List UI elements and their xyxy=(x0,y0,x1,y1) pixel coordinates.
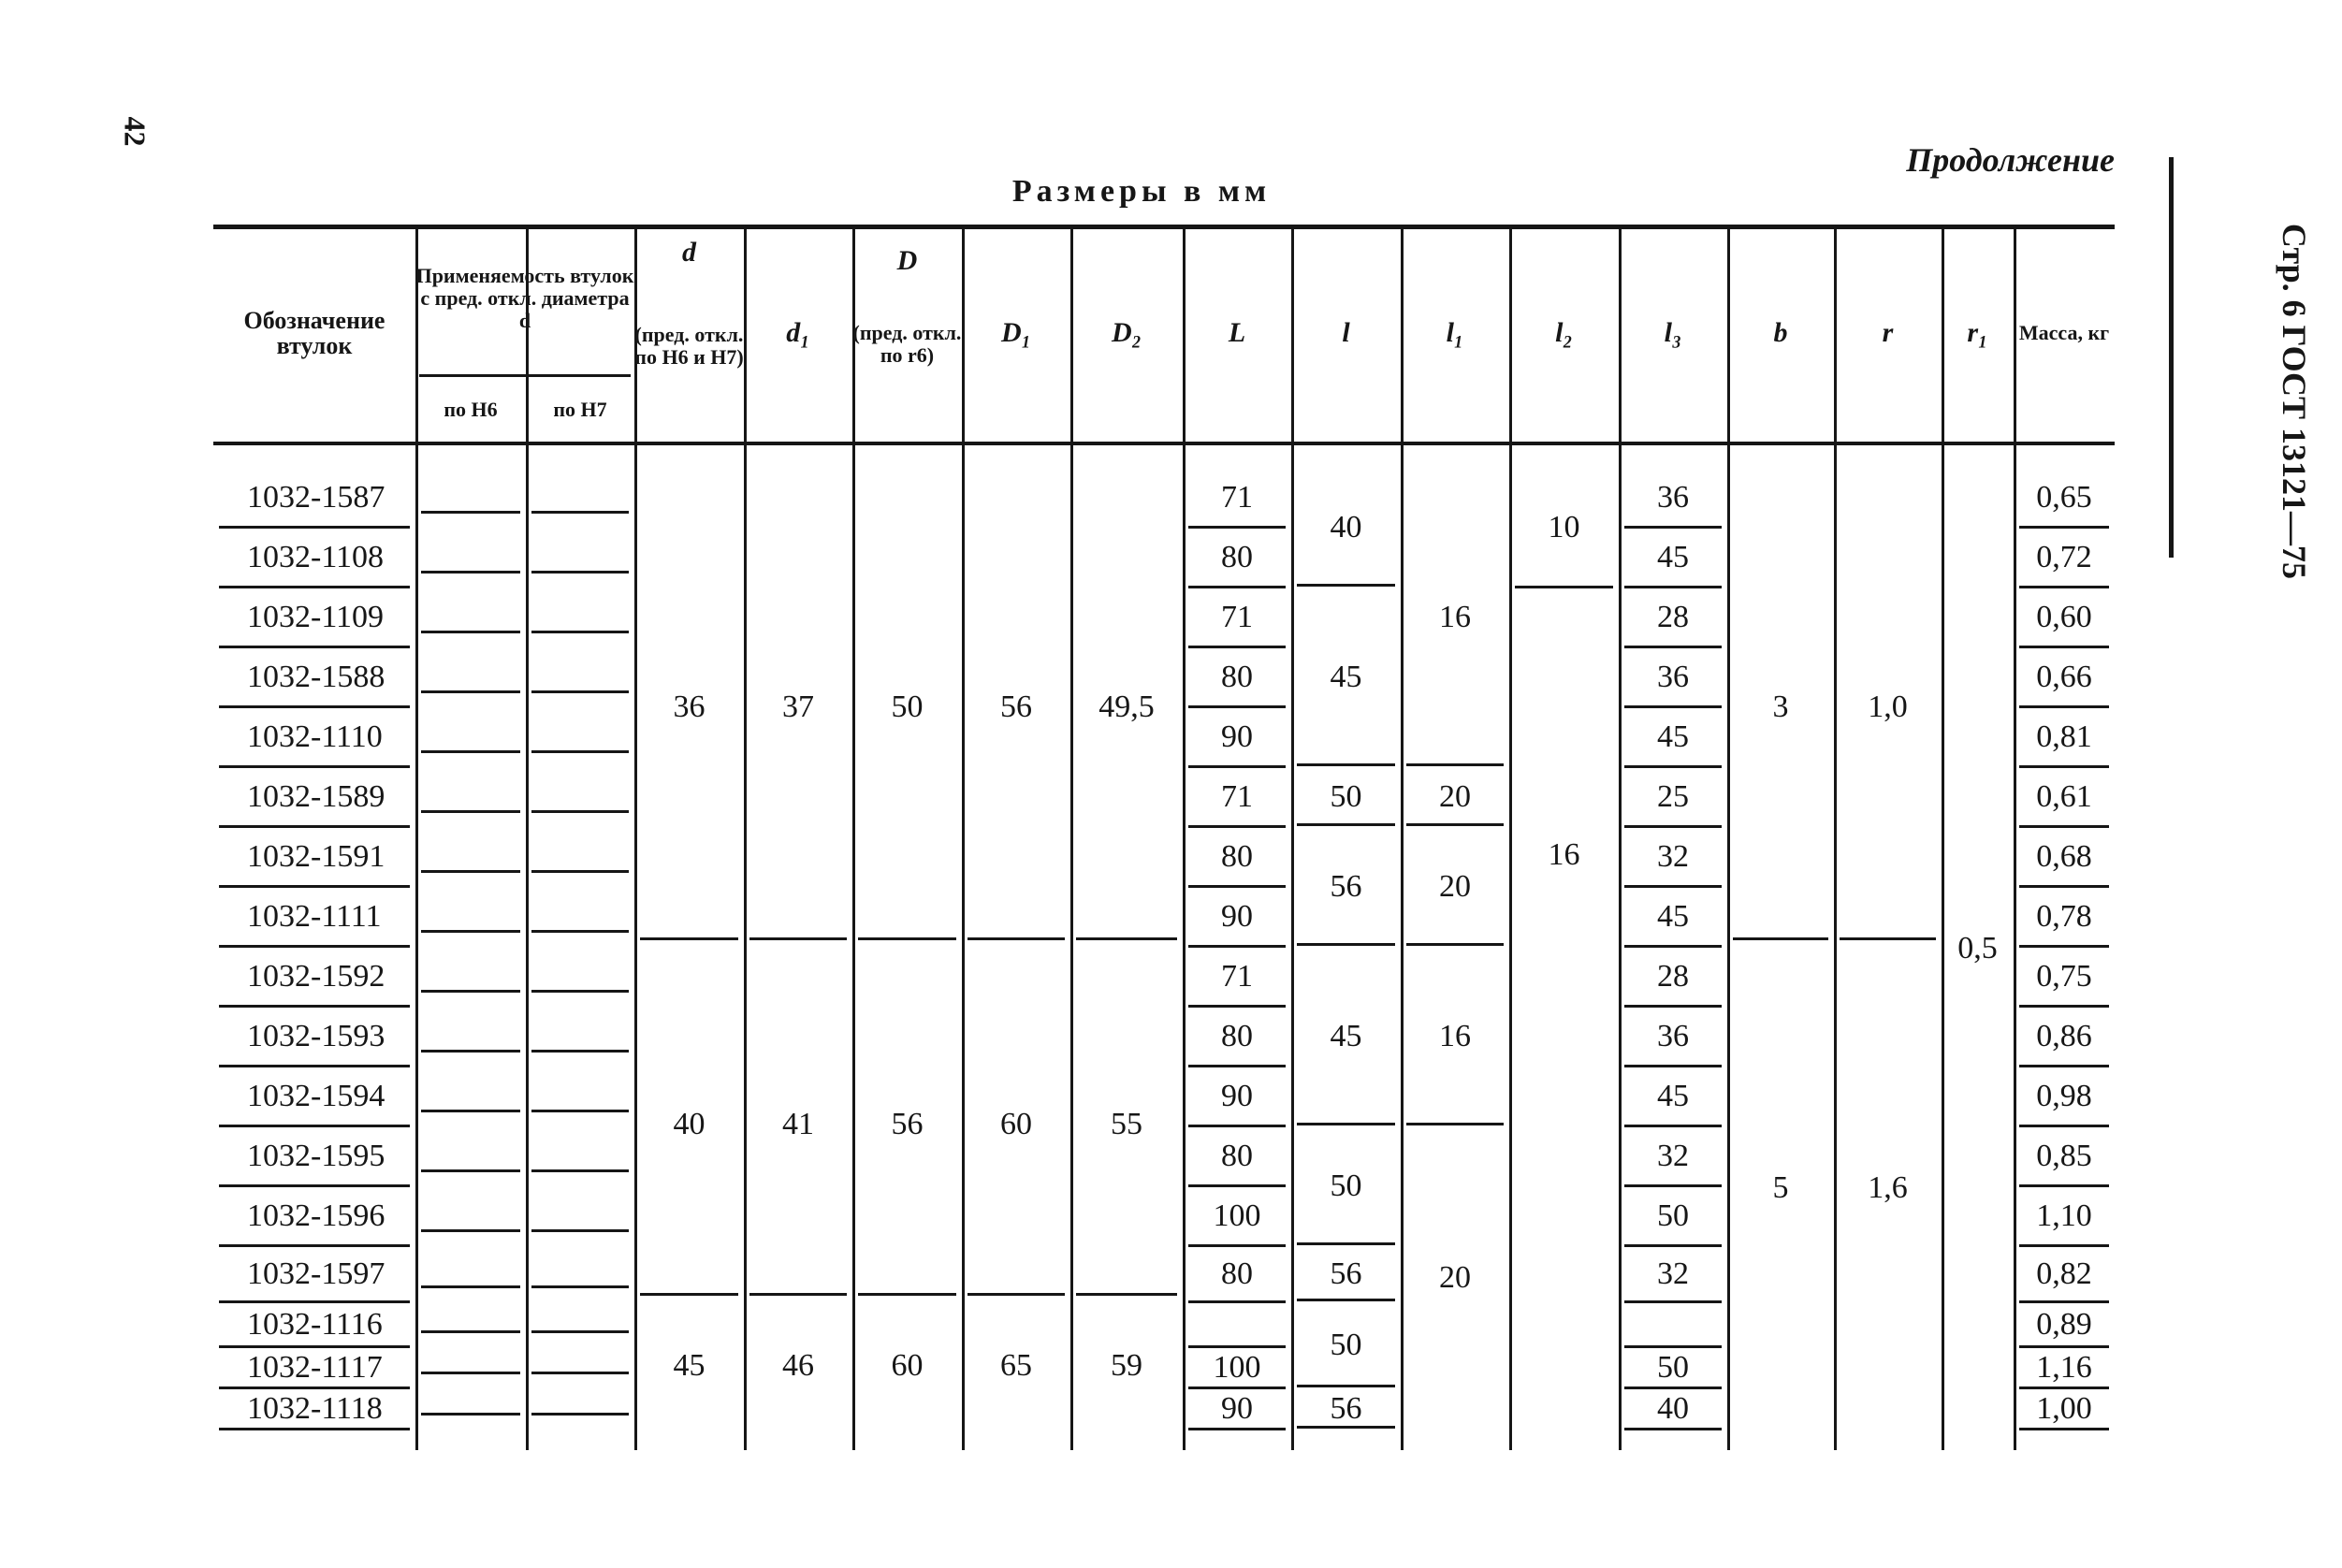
row-code: 1032-1596 xyxy=(247,1198,385,1234)
cell-L: 80 xyxy=(1221,1139,1253,1174)
cell-l: 50 xyxy=(1330,779,1362,815)
group-rule xyxy=(967,1293,1065,1296)
h7-blank xyxy=(531,571,629,573)
header-designation: Обозначение втулок xyxy=(243,306,385,359)
cell-l: 45 xyxy=(1330,1019,1362,1054)
cell-l1: 16 xyxy=(1439,1019,1471,1054)
l-rule xyxy=(1297,1123,1395,1125)
header-L: L xyxy=(1228,317,1246,349)
standard-title: Стр. 6 ГОСТ 13121—75 xyxy=(2276,223,2313,580)
row-code: 1032-1588 xyxy=(247,660,385,695)
cell-mass: 0,61 xyxy=(2036,779,2092,815)
l3-underline xyxy=(1624,1300,1722,1303)
cell-L: 90 xyxy=(1221,1391,1253,1427)
h7-blank xyxy=(531,631,629,633)
cell-L: 71 xyxy=(1221,959,1253,995)
cell-l1: 20 xyxy=(1439,779,1471,815)
cell-l3: 45 xyxy=(1657,540,1689,575)
cell-L: 90 xyxy=(1221,1079,1253,1114)
cell-d: 36 xyxy=(673,690,706,725)
cell-d1: 41 xyxy=(782,1107,814,1142)
cell-l: 56 xyxy=(1330,869,1362,905)
cell-D2: 49,5 xyxy=(1098,690,1155,725)
cell-l3: 28 xyxy=(1657,600,1689,635)
cell-d: 45 xyxy=(673,1348,706,1384)
header-b: b xyxy=(1773,317,1788,349)
header-d1: d₁ xyxy=(786,317,810,349)
cell-mass: 0,68 xyxy=(2036,839,2092,875)
l3-underline xyxy=(1624,1428,1722,1430)
header-d-note: (пред. откл. по H6 и H7) xyxy=(634,322,744,369)
h7-blank xyxy=(531,1285,629,1288)
h7-blank xyxy=(531,1330,629,1333)
cell-d1: 46 xyxy=(782,1348,814,1384)
cell-D: 60 xyxy=(891,1348,924,1384)
h6-blank xyxy=(421,511,520,514)
h6-blank xyxy=(421,990,520,993)
cell-L: 80 xyxy=(1221,1256,1253,1292)
h6-blank xyxy=(421,930,520,933)
cell-l3: 36 xyxy=(1657,480,1689,515)
l-rule xyxy=(1297,1242,1395,1245)
cell-l: 40 xyxy=(1330,510,1362,545)
cell-l: 50 xyxy=(1330,1169,1362,1204)
cell-d1: 37 xyxy=(782,690,814,725)
cell-D: 56 xyxy=(891,1107,924,1142)
cell-D2: 59 xyxy=(1111,1348,1142,1384)
cell-mass: 0,75 xyxy=(2036,959,2092,995)
header-D-note: (пред. откл. по r6) xyxy=(852,320,962,367)
cell-L: 100 xyxy=(1213,1198,1261,1234)
row-code: 1032-1595 xyxy=(247,1139,385,1174)
cell-mass: 0,65 xyxy=(2036,480,2092,515)
cell-l1: 20 xyxy=(1439,1260,1471,1296)
h6-blank xyxy=(421,631,520,633)
cell-l3: 50 xyxy=(1657,1198,1689,1234)
header-mass: Масса, кг xyxy=(2018,320,2110,344)
l-rule xyxy=(1297,1299,1395,1301)
cell-l3: 50 xyxy=(1657,1350,1689,1386)
cell-mass: 1,10 xyxy=(2036,1198,2092,1234)
l1-rule xyxy=(1406,823,1504,826)
group-rule xyxy=(749,1293,847,1296)
header-r1: r₁ xyxy=(1967,317,1988,349)
cell-b: 5 xyxy=(1772,1170,1789,1206)
row-code: 1032-1110 xyxy=(247,719,383,755)
header-D2: D₂ xyxy=(1111,317,1142,349)
h6-blank xyxy=(421,690,520,693)
row-code: 1032-1108 xyxy=(247,540,385,575)
cell-l2: 16 xyxy=(1548,837,1580,873)
cell-L: 71 xyxy=(1221,600,1253,635)
header-l: l xyxy=(1342,317,1350,349)
h7-blank xyxy=(531,1169,629,1172)
page-number: 42 xyxy=(118,116,153,147)
h7-blank xyxy=(531,1229,629,1232)
L-underline xyxy=(1188,1428,1286,1430)
row-underline xyxy=(219,1428,410,1430)
header-d: d xyxy=(682,237,696,269)
cell-l3: 40 xyxy=(1657,1391,1689,1427)
cell-mass: 0,78 xyxy=(2036,899,2092,935)
group-rule xyxy=(749,937,847,940)
h7-blank xyxy=(531,1050,629,1053)
cell-mass: 0,81 xyxy=(2036,719,2092,755)
group-rule xyxy=(858,1293,956,1296)
h6-blank xyxy=(421,1050,520,1053)
l-rule xyxy=(1297,584,1395,587)
h6-blank xyxy=(421,1330,520,1333)
group-rule xyxy=(1076,1293,1177,1296)
cell-d: 40 xyxy=(673,1107,706,1142)
cell-l3: 32 xyxy=(1657,1139,1689,1174)
h7-blank xyxy=(531,870,629,873)
header-sub-rule xyxy=(419,374,631,377)
h7-blank xyxy=(531,1110,629,1112)
cell-l: 56 xyxy=(1330,1256,1362,1292)
group-rule xyxy=(858,937,956,940)
cell-D: 50 xyxy=(891,690,924,725)
h7-blank xyxy=(531,511,629,514)
cell-mass: 0,85 xyxy=(2036,1139,2092,1174)
cell-mass: 1,00 xyxy=(2036,1391,2092,1427)
cell-L: 80 xyxy=(1221,1019,1253,1054)
row-code: 1032-1592 xyxy=(247,959,385,995)
l-rule xyxy=(1297,1426,1395,1429)
l-rule xyxy=(1297,763,1395,766)
cell-L: 90 xyxy=(1221,719,1253,755)
l1-rule xyxy=(1406,943,1504,946)
l-rule xyxy=(1297,823,1395,826)
l1-rule xyxy=(1406,763,1504,766)
cell-L: 90 xyxy=(1221,899,1253,935)
continuation-label: Продолжение xyxy=(1906,141,2115,179)
cell-l3: 28 xyxy=(1657,959,1689,995)
cell-l2: 10 xyxy=(1548,510,1580,545)
cell-l3: 25 xyxy=(1657,779,1689,815)
cell-r: 1,6 xyxy=(1868,1170,1908,1206)
cell-L: 71 xyxy=(1221,480,1253,515)
b-rule xyxy=(1733,937,1828,940)
cell-D1: 65 xyxy=(1000,1348,1032,1384)
row-code: 1032-1591 xyxy=(247,839,385,875)
header-D: D xyxy=(896,245,918,277)
h6-blank xyxy=(421,1372,520,1374)
cell-b: 3 xyxy=(1772,690,1789,725)
L-underline xyxy=(1188,1300,1286,1303)
row-code: 1032-1597 xyxy=(247,1256,385,1292)
h7-blank xyxy=(531,750,629,753)
mass-underline xyxy=(2019,1428,2109,1430)
row-code: 1032-1593 xyxy=(247,1019,385,1054)
row-code: 1032-1116 xyxy=(247,1307,383,1343)
cell-l3: 36 xyxy=(1657,1019,1689,1054)
h7-blank xyxy=(531,930,629,933)
row-code: 1032-1111 xyxy=(247,899,382,935)
row-code: 1032-1118 xyxy=(247,1391,383,1427)
group-rule xyxy=(1076,937,1177,940)
header-l3: l₃ xyxy=(1664,317,1682,349)
cell-mass: 0,60 xyxy=(2036,600,2092,635)
row-code: 1032-1587 xyxy=(247,480,385,515)
cell-mass: 0,72 xyxy=(2036,540,2092,575)
cell-mass: 0,98 xyxy=(2036,1079,2092,1114)
cell-L: 100 xyxy=(1213,1350,1261,1386)
cell-L: 80 xyxy=(1221,540,1253,575)
cell-l: 56 xyxy=(1330,1391,1362,1427)
h6-blank xyxy=(421,1285,520,1288)
l-rule xyxy=(1297,1385,1395,1387)
l1-rule xyxy=(1406,1123,1504,1125)
h6-blank xyxy=(421,810,520,813)
cell-L: 80 xyxy=(1221,660,1253,695)
cell-mass: 0,86 xyxy=(2036,1019,2092,1054)
cell-mass: 0,89 xyxy=(2036,1307,2092,1343)
cell-l3: 45 xyxy=(1657,1079,1689,1114)
cell-D2: 55 xyxy=(1111,1107,1142,1142)
h7-blank xyxy=(531,810,629,813)
cell-r1: 0,5 xyxy=(1957,931,1998,966)
h6-blank xyxy=(421,1413,520,1416)
header-by-h7: по H7 xyxy=(553,397,607,421)
h6-blank xyxy=(421,1169,520,1172)
group-rule xyxy=(640,937,738,940)
group-rule xyxy=(967,937,1065,940)
header-bottom-rule xyxy=(213,442,2115,445)
row-code: 1032-1589 xyxy=(247,779,385,815)
r-rule xyxy=(1840,937,1936,940)
cell-l3: 32 xyxy=(1657,1256,1689,1292)
row-code: 1032-1109 xyxy=(247,600,385,635)
header-l1: l₁ xyxy=(1446,317,1464,349)
cell-l3: 45 xyxy=(1657,899,1689,935)
cell-l: 45 xyxy=(1330,660,1362,695)
h6-blank xyxy=(421,1229,520,1232)
cell-l3: 32 xyxy=(1657,839,1689,875)
h7-blank xyxy=(531,1372,629,1374)
cell-mass: 1,16 xyxy=(2036,1350,2092,1386)
units-caption: Размеры в мм xyxy=(1011,174,1272,209)
header-r: r xyxy=(1882,317,1894,349)
cell-l3: 45 xyxy=(1657,719,1689,755)
cell-l3: 36 xyxy=(1657,660,1689,695)
h6-blank xyxy=(421,1110,520,1112)
h6-blank xyxy=(421,571,520,573)
cell-l1: 16 xyxy=(1439,600,1471,635)
header-applicability: Применяемость втулок с пред. откл. диаметра d xyxy=(415,263,634,333)
h7-blank xyxy=(531,990,629,993)
h7-blank xyxy=(531,690,629,693)
cell-r: 1,0 xyxy=(1868,690,1908,725)
header-by-h6: по H6 xyxy=(444,397,498,421)
cell-mass: 0,66 xyxy=(2036,660,2092,695)
cell-l1: 20 xyxy=(1439,869,1471,905)
header-l2: l₂ xyxy=(1555,317,1573,349)
l-rule xyxy=(1297,943,1395,946)
cell-L: 80 xyxy=(1221,839,1253,875)
cell-L: 71 xyxy=(1221,779,1253,815)
row-code: 1032-1117 xyxy=(247,1350,383,1386)
side-rule xyxy=(2169,157,2174,558)
cell-l: 50 xyxy=(1330,1328,1362,1363)
cell-D1: 56 xyxy=(1000,690,1032,725)
cell-D1: 60 xyxy=(1000,1107,1032,1142)
group-rule xyxy=(640,1293,738,1296)
h7-blank xyxy=(531,1413,629,1416)
cell-mass: 0,82 xyxy=(2036,1256,2092,1292)
row-code: 1032-1594 xyxy=(247,1079,385,1114)
h6-blank xyxy=(421,750,520,753)
h6-blank xyxy=(421,870,520,873)
header-D1: D₁ xyxy=(1000,317,1032,349)
